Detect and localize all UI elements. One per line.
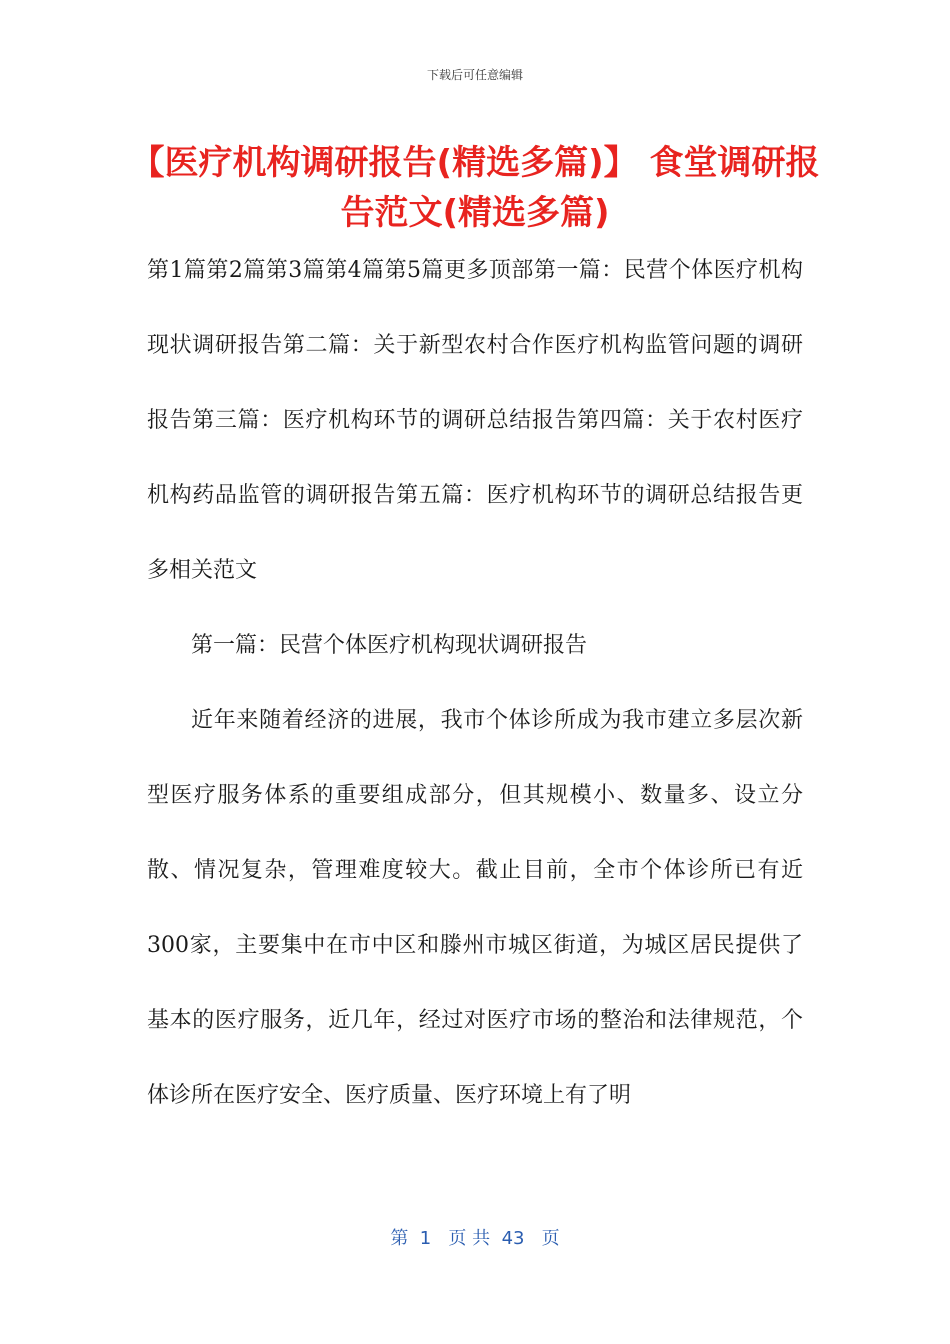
page-number-footer: 第 1 页 共 43 页: [390, 1228, 560, 1249]
table-of-contents-paragraph: 第1篇第2篇第3篇第4篇第5篇更多顶部第一篇：民营个体医疗机构现状调研报告第二篇：关于新型农村合作医疗机构监管问题的调研报告第三篇：医疗机构环节的调研总结报告第四篇：关于农村医疗机构药品监管的调研报告第五篇：医疗机构环节的调研总结报告更多相关范文: [147, 258, 803, 583]
document-title: 【医疗机构调研报告(精选多篇)】 食堂调研报告范文(精选多篇): [130, 143, 820, 233]
header-note: 下载后可任意编辑: [426, 68, 523, 82]
section-heading: 第一篇：民营个体医疗机构现状调研报告: [191, 633, 588, 658]
body-paragraph: 近年来随着经济的进展，我市个体诊所成为我市建立多层次新型医疗服务体系的重要组成部分，但其规模小、数量多、设立分散、情况复杂，管理难度较大。截止目前，全市个体诊所已有近300家，主要集中在市中区和滕州市城区街道，为城区居民提供了基本的医疗服务，近几年，经过对医疗市场的整治和法律规范，个体诊所在医疗安全、医疗质量、医疗环境上有了明: [147, 708, 803, 1108]
document-body: [147, 233, 803, 1133]
